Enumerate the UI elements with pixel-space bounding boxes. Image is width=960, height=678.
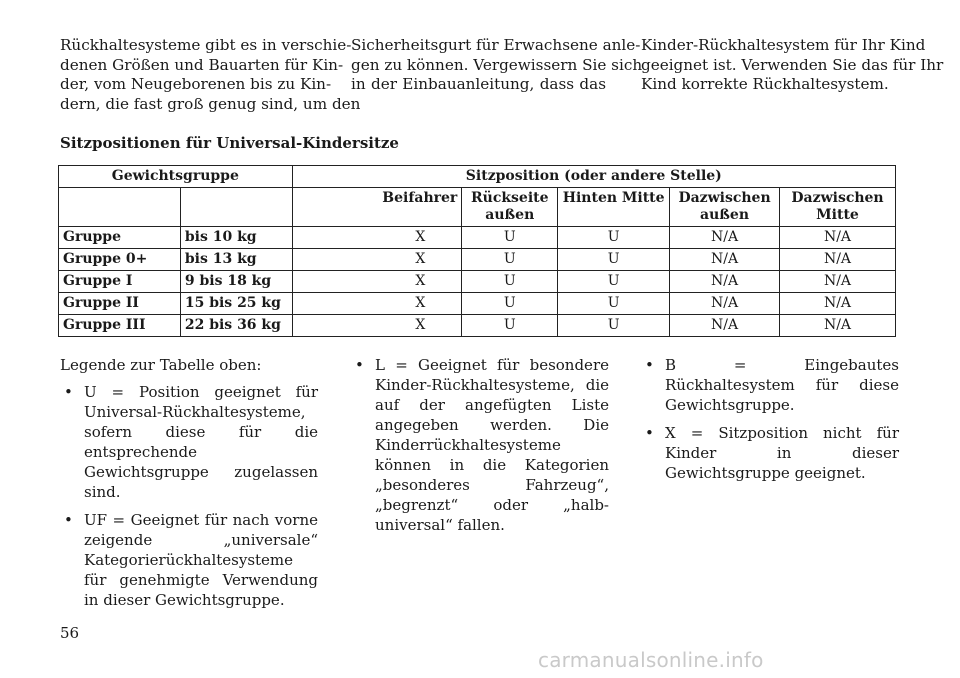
- intro-line: Kind korrekte Rückhaltesystem.: [641, 75, 889, 94]
- table-row: [59, 249, 896, 271]
- value-cell: X: [292, 293, 462, 315]
- value-cell: U: [462, 293, 558, 315]
- header-passenger: Beifahrer: [292, 188, 462, 227]
- intro-column-1: [60, 36, 361, 114]
- value-cell: N/A: [780, 293, 896, 315]
- weight-cell: 15 bis 25 kg: [180, 293, 292, 315]
- legend-column-2: [351, 355, 609, 543]
- legend-item-text: U = Position geeignet für Universal-Rückhaltesysteme, sofern diese für die entsprechende Gewichtsgruppe zugelassen sind.: [84, 383, 318, 501]
- header-between-middle: Dazwischen Mitte: [780, 188, 896, 227]
- value-cell: U: [558, 293, 670, 315]
- bullet-icon: •: [355, 356, 364, 374]
- legend-title: Legende zur Tabelle oben:: [60, 356, 262, 374]
- legend-item-text: X = Sitzposition nicht für Kinder in dieser Gewichtsgruppe geeignet.: [665, 424, 899, 482]
- table-row: [59, 227, 896, 249]
- value-cell: N/A: [670, 315, 780, 337]
- weight-cell: bis 10 kg: [180, 227, 292, 249]
- value-cell: U: [462, 249, 558, 271]
- seat-position-table: [58, 165, 896, 337]
- header-empty-cell: [59, 188, 181, 227]
- intro-line: Rückhaltesysteme gibt es in verschie-: [60, 36, 352, 54]
- legend-item: [60, 382, 318, 502]
- header-seat-position: Sitzposition (oder andere Stelle): [292, 166, 895, 188]
- group-cell: Gruppe 0+: [59, 249, 181, 271]
- group-cell: Gruppe III: [59, 315, 181, 337]
- value-cell: N/A: [670, 293, 780, 315]
- header-rear-outer: Rückseite außen: [462, 188, 558, 227]
- value-cell: N/A: [670, 271, 780, 293]
- value-cell: X: [292, 271, 462, 293]
- value-cell: N/A: [670, 227, 780, 249]
- bullet-icon: •: [645, 424, 654, 442]
- header-rear-middle: Hinten Mitte: [558, 188, 670, 227]
- legend-item-text: L = Geeignet für besondere Kinder-Rückhaltesysteme, die auf der angefügten Liste angegeben werden. Die Kinderrückhaltesysteme können in die Kategorien „besonderes Fahrzeug“, „begrenzt“ oder „halb-universal“ fallen.: [375, 356, 609, 534]
- value-cell: U: [558, 249, 670, 271]
- watermark: carmanualsonline.info: [538, 648, 764, 672]
- intro-line: Sicherheitsgurt für Erwachsene anle-: [351, 36, 641, 54]
- group-cell: Gruppe: [59, 227, 181, 249]
- intro-line: denen Größen und Bauarten für Kin-: [60, 55, 344, 74]
- table-row: [59, 315, 896, 337]
- header-between-outer: Dazwischen außen: [670, 188, 780, 227]
- table-header-row: [59, 166, 896, 188]
- bullet-icon: •: [645, 356, 654, 374]
- intro-column-3: [641, 36, 944, 95]
- value-cell: X: [292, 249, 462, 271]
- intro-line: in der Einbauanleitung, dass das: [351, 75, 606, 94]
- table-row: [59, 293, 896, 315]
- table-subheader-row: [59, 188, 896, 227]
- table-row: [59, 271, 896, 293]
- intro-line: gen zu können. Vergewissern Sie sich: [351, 55, 643, 74]
- section-heading: Sitzpositionen für Universal-Kindersitze: [60, 134, 399, 152]
- legend-item-text: B = Eingebautes Rückhaltesystem für diese Gewichtsgruppe.: [665, 356, 899, 414]
- legend-column-1: [60, 355, 318, 618]
- value-cell: U: [462, 315, 558, 337]
- value-cell: U: [462, 227, 558, 249]
- bullet-icon: •: [64, 511, 73, 529]
- value-cell: N/A: [670, 249, 780, 271]
- intro-line: geeignet ist. Verwenden Sie das für Ihr: [641, 55, 944, 74]
- legend-item: [351, 355, 609, 535]
- value-cell: N/A: [780, 271, 896, 293]
- intro-line: dern, die fast groß genug sind, um den: [60, 94, 361, 113]
- value-cell: X: [292, 315, 462, 337]
- value-cell: N/A: [780, 249, 896, 271]
- weight-cell: bis 13 kg: [180, 249, 292, 271]
- intro-line: Kinder-Rückhaltesystem für Ihr Kind: [641, 36, 926, 54]
- legend-item: [641, 423, 899, 483]
- legend-column-3: [641, 355, 899, 491]
- value-cell: X: [292, 227, 462, 249]
- weight-cell: 22 bis 36 kg: [180, 315, 292, 337]
- value-cell: N/A: [780, 227, 896, 249]
- legend-item-text: UF = Geeignet für nach vorne zeigende „universale“ Kategorierückhaltesysteme für genehmigte Verwendung in dieser Gewichtsgruppe.: [84, 511, 318, 609]
- intro-column-2: [351, 36, 643, 95]
- group-cell: Gruppe II: [59, 293, 181, 315]
- group-cell: Gruppe I: [59, 271, 181, 293]
- value-cell: U: [558, 227, 670, 249]
- value-cell: U: [558, 315, 670, 337]
- weight-cell: 9 bis 18 kg: [180, 271, 292, 293]
- legend-item: [60, 510, 318, 610]
- value-cell: U: [462, 271, 558, 293]
- value-cell: U: [558, 271, 670, 293]
- bullet-icon: •: [64, 383, 73, 401]
- header-weight-group: Gewichtsgruppe: [59, 166, 293, 188]
- page-number: 56: [60, 624, 80, 642]
- legend-item: [641, 355, 899, 415]
- value-cell: N/A: [780, 315, 896, 337]
- header-empty-cell: [180, 188, 292, 227]
- intro-line: der, vom Neugeborenen bis zu Kin-: [60, 75, 332, 94]
